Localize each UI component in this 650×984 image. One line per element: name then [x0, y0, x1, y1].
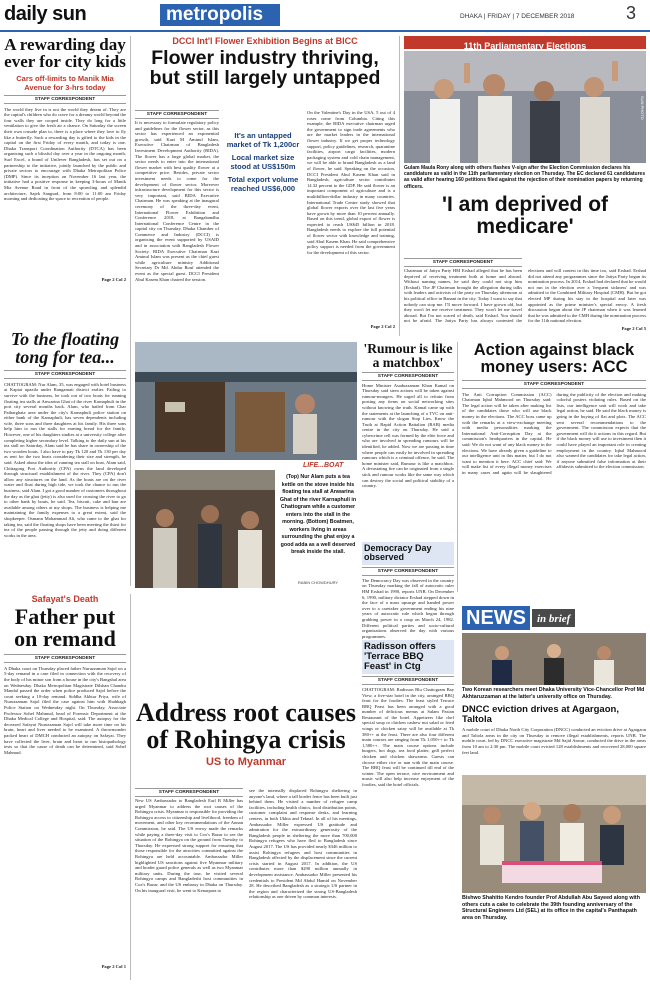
democracy-byline: STAFF CORRESPONDENT [362, 567, 454, 576]
flower-title: Flower industry thriving, but still largely untapped [149, 47, 381, 90]
column-rule [130, 36, 131, 586]
floating-article [4, 330, 126, 588]
rumour-title: 'Rumour is like a matchbox' [363, 341, 453, 370]
flower-stat: Total export volume reached US$6,000 [227, 175, 299, 193]
city-kids-body: The world they live in is not the world they dream of. They are the capital's children who do crave for a dreamy world beyond the four walls they are cooped inside. They do long for a little ventilation to give the fresh air a chance. On Saturday the screen their own crusade plan to, there is a place where they love to fly like a butterfly. Such a rewarding day is gifted to the kids in the capital on the first Friday of every month, and today is one. Dhaka Transport Coordination Authority (DTCA) has been organising such a blissful day over a year in the ongoing month, Surf Excel, a brand of Unilever Bangladesh, has set out on a partnership to the initiative, jointly launched by the public and private sectors to encourage with Dhaka Metropolitan Police (DMP). Since its inception on November 16 last year, the initiative had a positive response in keeping 3-hours of Manik Mia Avenue Road in front of the sprawling and splendid architecture, Sajek Sangsad, from 8:00 to 11:00 am Friday morning and dedicating the space to recreation of people. [4, 106, 126, 202]
city-kids-title: A rewarding day ever for city kids [4, 35, 126, 72]
news-brief-item-body: A mobile court of Dhaka North City Corporation (DNCC) conducted an eviction drive at Agargaon and Taltola areas in the city on Thursday to remove illegal establishments, reports UNB. The mobile court, led by DNCC executive magistrate Md Sajid Anwar, conducted the drive in the areas from 10 am to 2:30 pm. The mobile court evicted 128 establishments and recovered 28,000 square feet land. [462, 727, 646, 755]
city-kids-article [4, 36, 126, 326]
tea-stall-photo-top [135, 342, 357, 460]
acc-body: The Anti Corruption Commission (ACC) Chairman Iqbal Mahmood on Thursday said: The legal action will be taken after making list of the candidates those who will use black money in the elections. The ACC boss came up with the remarks at a view-exchange meeting with media personalities marking the International Anti-Corruption Day at the commission's headquarters in the capital. He said: We do not want of any black money in the elections. We have already given a guideline to our intelligence unit in this matter, but I do not want to mention it here. ACC chief said: We will make list of every illegal money exercises in many cases and again will be slaughtered during the publicity of the election and making colorful posters violating rules. Based on the lists, our intelligence unit will work and take legal action, he said. He said the black money is going in the buying of flat and plots. The ACC sent several recommendations to the government. The commission expects that the government will do it actions in this regard. But if the black money will use to investment then it could have played an important role in creating employment in the country. Iqbal Mahmood also warned the candidates for take legal action, if anyone submitted false information at their affidavits submitted to the election commission. [462, 391, 646, 475]
father-kicker: Safayat's Death [31, 594, 99, 604]
floating-body: CHATTOGRAM: Nur Alam, 35, was engaged with hotel business at Kaptai upazila under Rangamati district earlier. Failing to survive with the business, he took out of two boats for running floating tea stalls at Anwarina Ghat of the river Karnaphuli in the port city several months back. Alam, who hailed from Char Patharghata area under the city's Karnaphuli police station on either bank of the Karnaphuli, has seven dependents including wife, three sons and three daughters at his family. His three sons help him to run the stalls for earning bread for the family. However, one of his daughters studies at a university college after completing higher secondary level. Talking to the daily sun at his tea stall on Saturday, Alam said he has share in ownership of the two wooden boats. I also have to pay Tk 120 and Tk 130 per day as rent for the two boats considering their size and strength, he said. Asked about the idea of running tea stall on boat, Alam said, Chittagong Port Authority (CPA) owns the land developed through structural establishment of the river. They (CPA) don't allow any structures on the land. As the boats are on the river water and float during high tide, we took the chance to run the business, said Alam. I got a good number of customers throughout the day as the ghat (jetty) is also used for crossing the river to go to other bank by boats, he said. Tea, biscuit, cake and bun are available among others at my shops. The business is helping me maintaining the family expenses to a great extent, said the shopkeeper. Osmann Mohammad Ali, who came to the ghat for taking tea, said the floating shops have been meeting the thirst for tea of the people passing through the jetty and doing different works in the area. [4, 381, 126, 538]
rumour-byline: STAFF CORRESPONDENT [362, 372, 454, 381]
elections-banner [404, 36, 646, 49]
democracy-title: Democracy Day observed [364, 543, 432, 563]
flower-stat: Local market size stood at US$150m [230, 153, 296, 171]
column-rule [399, 36, 400, 336]
news-brief-sub: in brief [537, 613, 571, 625]
column-rule [130, 594, 131, 980]
elections-continued: Page 2 Col 5 [621, 326, 646, 331]
flower-body-right: On the Valentine's Day in the USA, 5 out of 4 roses come from Columbia. Citing this example, the BIDA executive chairman urged the government to sign trade agreements who are the market leaders in the international flower industry. If we get proper technology support, policy guidelines, research, quarantine facilities, airport cargo facilities, modern packaging system and cold chain management, we will be able to brand Bangladesh as a land of flower, he said. Speaking on the occasion, DCCI President Abul Kasem Khan said in Bangladesh, agriculture sector contributes 14.32 percent to the GDP. He said flower is an important component of agriculture and is a multibillion-dollar industry in many countries. International Trade Centre study showed that global flower exports over the last five years have grown by more than 10 percent annually. Based on this trend, global export of flower is expected to reach US$45 billion in 2018. Bangladesh needs to explore the full potential of flower sector with knowledge and training, said Abul Kasem Khan. He said comprehensive policy support is needed from the government for the development of this sector. [307, 110, 395, 255]
flower-body-mid [223, 206, 303, 330]
flower-article [135, 36, 395, 336]
father-body: A Dhaka court on Thursday placed father Nuruzzaman Sajol on a 5-day remand in a case filed in connection with the recovery of the body of his minor son from a house in the city's Bangshal area on Wednesday. Dhaka Metropolitan Magistrate Dilshan Chandra Mandal passed the order when police produced Sajol before the court seeking a 10-day remand. Siddha Akhtar Priya, wife of Nuruzzaman Sajol filed the case against him with Shahbagh Police Station on Wednesday night. On Thursday, Associate Professor Sohel Mahmud, head of Forensic Department at the Dhaka Medical College and Hospital, said: The autopsy for the deceased Safayat Nuruzzaman Sajol will take more time on his brain, heart and liver needed to be examined. A throwmonder packed heart of DMCH conducted an autopsy on Safayat. They have collected the liver, brain and heart to run histopathology tests so that the cause of death can be determined, said Sohel Mahmud. [4, 665, 126, 755]
masthead-rule [0, 30, 650, 32]
news-brief-header [462, 606, 646, 630]
rohingya-article [135, 700, 357, 980]
flower-continued: Page 2 Col 2 [370, 324, 395, 329]
column-rule [457, 342, 458, 592]
father-article [4, 594, 126, 980]
news-brief-photo [462, 633, 646, 685]
flower-byline: STAFF CORRESPONDENT [135, 110, 219, 119]
acc-article [462, 342, 646, 602]
news-brief-label: NEWS [466, 607, 526, 629]
rohingya-byline: STAFF CORRESPONDENT [135, 788, 243, 797]
masthead [0, 0, 650, 30]
rohingya-body-left: New US Ambassador to Bangladesh Earl R Miller has urged Myanmar to address the root causes of the Rohingya crisis. Myanmar is responsible for providing the Rohingya access to citizenship and livelihood, freedom of movement, and other key recommendations of the Annan Commission, he said. The US envoy made the remarks while paying a three-day visit to Cox's Bazar to see the situation of the Rohingya on the ground from Tuesday to Thursday. He expressed strong support for ensuring that those responsible for the atrocities committed against the Rohingya are held accountable. Ambassador Miller highlighted US sanctions against five Myanmar military and border guard police generals as well as two Myanmar military units. During the tour, he visited several Rohingya camps and Bangladeshi host communities in Cox's Bazar, and the US embassy in Dhaka on Thursday. On his inaugural visit, he went to Kenarpara to [135, 798, 243, 893]
life-boat-photos [135, 342, 357, 588]
radisson-box [362, 640, 454, 674]
rumour-body: Home Minister Asaduzzaman Khan Kamal on Thursday said stern actions will be taken against rumour-mongers. He urged all to refrain from posting any items on social networking sites without knowing the truth. Kamal came up with the statements at the launching of a TVC on anti-rumour with the slogan Stop Lies, Know the Truth at Rapid Action Battalion (RAB) media centre in the city on Thursday. He said a cybercrime cell was formed by the elite force and who are involved in spreading rumours will be identified, he added. Now we are passing in time where people can easily be involved in spreading rumours which is a criminal offence, he said. The home minister said, Rumour is like a matchbox. A devastating fire can be originated from a single stick and rumour works like the same way which can destroy the social and political stability of a country. [362, 382, 454, 489]
life-boat-caption: (Top) Nur Alam puts a tea kettle on the stove inside his floating tea stall at Anwarina Ghat of the river Karnaphuli in Chattogram while a customer enters into the stall in the morning. (Bottom) Boatmen, workers living in areas surrounding the ghat enjoy a good adda as a well deserved break inside the stall. [279, 474, 357, 555]
father-continued: Page 2 Col 1 [101, 963, 126, 969]
life-boat-label: LIFE...BOAT [303, 462, 344, 469]
father-title: Father put on remand [14, 604, 116, 652]
city-kids-deck: Cars off-limits to Manik Mia Avenue for 3-hrs today [16, 73, 114, 92]
elections-photo-credit: SUN PHOTO [640, 96, 645, 120]
radisson-title: Radisson offers 'Terrace BBQ Feast' in Ctg [364, 641, 436, 672]
flower-kicker: DCCI Int'l Flower Exhibition Begins at BICC [172, 36, 358, 46]
elections-body: Chairman of Jatiya Party HM Ershad alleged that he has been deprived of receiving treatment both at home and abroad. Without naming names, he said they could not stop him (Ershad). The JP Chairman brought the allegation during talks with leaders and activists of the party on Thursday afternoon at his political office in Banani in the city. Today I want to say that nobody can stop me. I'll move forward. I have grown old, but they won't let me receive treatment. They won't let me travel abroad. But I'm not scared of death, said Ershad. You should not be afraid. The Jatiya Party has always contested the elections and will contest in this time too, said Ershad. Ershad did not attend any programmes since the Jatiya Party began its nomination process. In 2014, Ershad had declared that he would not run in the election over a 'frequent sickness' and was admitted to the Combined Military Hospital (CMH). But he got elected MP during his stay in the hospital and later was appointed as the prime minister's special envoy. A fresh discussion began about the JP chairman when it was learned that he was admitted to the CMH during the nomination process for the 11th national election. [404, 268, 647, 324]
city-kids-continued: Page 2 Col 2 [101, 276, 126, 282]
radisson-article [362, 640, 454, 980]
flower-stats-box [223, 131, 303, 193]
flower-body-left: It is necessary to formulate regulatory policy and guidelines for the flower sector, as this sector has experienced an exponential growth, said Kazi M Aminul Islam, Executive Chairman of Bangladesh Investment Development Authority (BIDA). The flower has a large global market, the sector needs to enter into the international flower market with best quality flower at a competitive price. Besides, private sector investment needs to come for the development of flower sector. Moreover infrastructure development for this sector is very important, said BIDA Executive Chairman. He was speaking at the inaugural ceremony of the three-day event, International Flower Exhibition and Conference 2018, at Bangabandhu International Conference Centre in the capital city on Thursday. Dhaka Chamber of Commerce and Industry (DCCI) is organising the event supported by USAID and in association with Bangladesh Flower Society. BIDA Executive Chairman Kazi Aminul Islam was present as the chief guest while agriculture ministry Additional Secretary Dr Md. Abdur Rouf attended the event as the special guest. DCCI President Abul Kasem Khan chaired the session. [135, 120, 219, 282]
news-brief [462, 606, 646, 976]
section-title: metropolis [166, 4, 264, 25]
rohingya-body-right: see the internally displaced Rohingya sheltering in anyone's land, where a tall border fence has been built just behind them. He visited a number of refugee camp facilities, including health clinics, food distribution points, customer complaint and response desks, and learning centers, in both Ukhia and Teknaf. In all of his meetings, Ambassador Miller expressed US gratitude and admiration for the extraordinary generosity of the Bangladesh people in sheltering the more than 700,000 Rohingya refugees who have fled to Bangladesh since August 2017. The US has provided nearly $346 million to assist Rohingya refugees and host communities in Bangladesh affected by the displacement since the current crisis started in August 2017. In addition, the US contributes more than $290 million annually in development assistance. Ambassador Miller presented his credentials to President Md Abdul Hamid on November 28. He described Bangladesh as a strategic US partner in the region and characterized the strong US-Bangladesh relationship as one driven by common interests. [249, 788, 357, 900]
rohingya-title: Address root causes of Rohingya crisis [135, 698, 357, 754]
paper-logo: daily sun [4, 3, 87, 25]
democracy-box [362, 542, 454, 565]
elections-banner-label: 11th Parliamentary Elections [463, 41, 587, 51]
news-brief-sub-box [532, 609, 575, 627]
elections-photo-caption: Gulam Maula Rony along with others flashes V-sign after the Election Commission declares his candidature as valid in the 11th parliamentary election on Thursday. The EC declared 61 candidatures as valid after hearing 160 petitions filed against the rejection of their nomination papers by returning officers. [404, 165, 646, 190]
rumour-article [362, 342, 454, 538]
page-number: 3 [626, 3, 637, 23]
news-brief-photo-caption: Two Korean researchers meet Dhaka University Vice-Chancellor Prof Md Akhtaruzzaman at the latter's university office on Thursday. [462, 687, 645, 700]
news-brief-item-title: DNCC eviction drives at Agargaon, Taltola [462, 704, 619, 726]
floating-byline: STAFF CORRESPONDENT [4, 370, 126, 379]
democracy-body: The Democracy Day was observed in the country on Thursday marking the fall of autocratic ruler HM Ershad in 1990, reports UNB. On December 6, 1990, military dictator Ershad stepped down in the face of a mass upsurge and handed power over to a caretaker government ending his nine years of autocratic rule which began through grabbing power in a coup on March 24, 1982. Different political parties and socio-cultural organisations observed the day with various programmes. [362, 577, 454, 639]
news-brief-cake-photo [462, 775, 646, 893]
elections-byline: STAFF CORRESPONDENT [404, 258, 522, 267]
elections-section [404, 36, 646, 336]
radisson-body: CHATTOGRAM: Radisson Blu Chattogram Bay View, a five-star hotel in the city, arranged BBQ feast for the foodies. The feast styled Terrace BBQ Feast has been arranged with a good number of delicious menus at Salam Pasian Restaurant of the hotel. Appetizers like chef special soup or chicken cashew nut salad or fried wings or chicken satay will be available at Tk 380++ at the feast. There are also four different main courses are ranging from Tk 1,050++ to Tk 1,580++. The main course options include burgers, hot dogs, sea food platter, grill perfect chicken and chicken shawarma. Guests can choose either rice or nan with the main course. The BBQ feast will be continued till end of the winter. The open terrace, nice environment and music will also help increase enjoyment of the foodies, said the hotel officials. [362, 686, 454, 787]
acc-title: Action against black money users: ACC [473, 341, 635, 377]
tea-stall-photo-bottom [135, 470, 275, 588]
acc-byline: STAFF CORRESPONDENT [462, 380, 646, 389]
elections-title: 'I am deprived of medicare' [441, 192, 609, 238]
news-brief-bottom-caption: Bishwo Shahitto Kendro founder Prof Abdullah Abu Sayeed along with others cuts a cake to celebrate the 39th founding anniversary of the Structural Engineers Ltd (SEL) at its office in the capital's Panthapath area on Thursday. [462, 895, 640, 921]
rohingya-deck: US to Myanmar [205, 756, 287, 769]
life-boat-credit: RABIN CHOWDHURY [297, 580, 339, 585]
city-kids-byline: STAFF CORRESPONDENT [4, 95, 126, 104]
news-brief-label-box [462, 606, 530, 630]
floating-title: To the floating tong for tea... [10, 329, 120, 368]
elections-photo [404, 51, 646, 163]
father-byline: STAFF CORRESPONDENT [4, 654, 126, 663]
flower-stat: It's an untapped market of Tk 1,200cr [226, 131, 300, 149]
democracy-article [362, 542, 454, 639]
dateline: DHAKA | FRIDAY | 7 DECEMBER 2018 [460, 13, 575, 20]
radisson-byline: STAFF CORRESPONDENT [362, 676, 454, 685]
